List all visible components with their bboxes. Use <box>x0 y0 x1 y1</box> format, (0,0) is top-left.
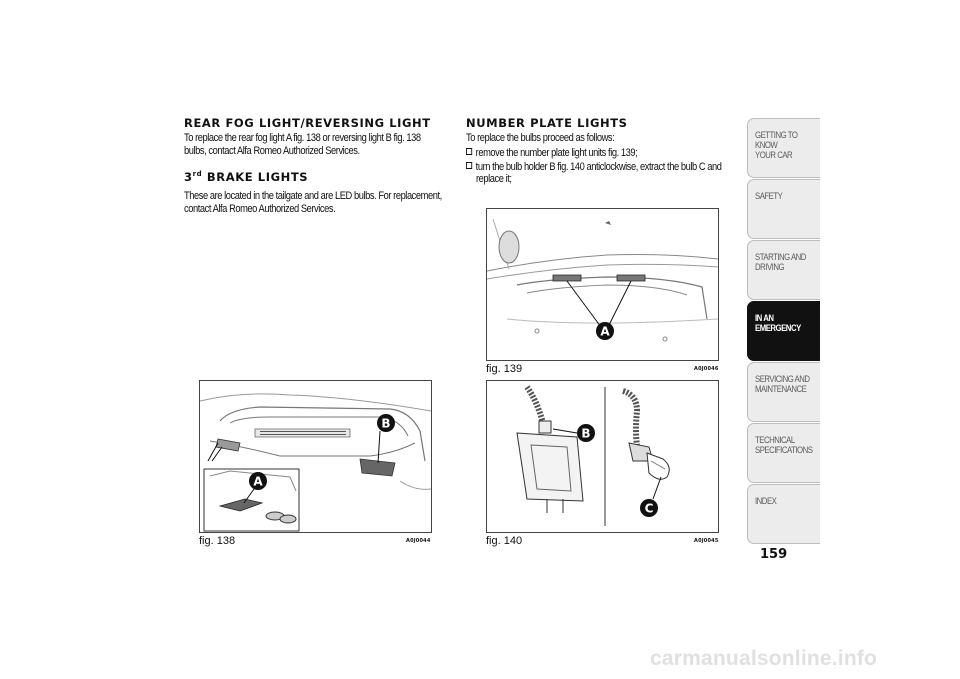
figure-139-caption: fig. 139 <box>486 363 523 375</box>
figure-139-illustration <box>487 209 718 360</box>
step-2 <box>466 161 748 174</box>
tab-label-line1: IN AN <box>755 313 774 324</box>
heading-brake-lights-text: BRAKE LIGHTS <box>202 170 309 184</box>
tab-label-line1: INDEX <box>755 496 777 507</box>
figure-139-code: A0J0046 <box>694 366 719 372</box>
tab-label-line1: STARTING AND <box>755 252 806 263</box>
figure-138-caption: fig. 138 <box>199 535 236 547</box>
figure-140-code: A0J0045 <box>694 538 719 544</box>
paragraph-intro: To replace the bulbs proceed as follows: <box>466 132 615 144</box>
figure-138 <box>199 380 432 533</box>
heading-number-plate-lights: NUMBER PLATE LIGHTS <box>466 116 628 130</box>
figure-138-code: A0J0044 <box>406 538 431 544</box>
tab-label-line2: YOUR CAR <box>755 150 793 161</box>
heading-brake-lights-suffix: rd <box>192 170 203 179</box>
page-number: 159 <box>760 547 788 562</box>
figure-139-label-a: A <box>600 324 610 339</box>
tab-label-line1: GETTING TO KNOW <box>755 130 798 151</box>
figure-140-illustration <box>487 381 718 532</box>
step-2-continued-text: replace it; <box>476 173 512 185</box>
watermark: carmanualsonline.info <box>650 647 878 670</box>
tab-label-line2: DRIVING <box>755 262 785 273</box>
figure-140-label-b: B <box>581 426 591 441</box>
figure-138-label-b: B <box>381 416 391 431</box>
figure-140-label-c: C <box>644 501 654 516</box>
step-1 <box>466 147 721 160</box>
tab-getting-to-know-your-car[interactable] <box>747 118 820 178</box>
figure-138-illustration <box>200 381 431 532</box>
step-2-text: turn the bulb holder B fig. 140 anticlockwise, extract the bulb C and <box>475 161 722 173</box>
tab-label-line2: SPECIFICATIONS <box>755 445 813 456</box>
tab-safety[interactable] <box>747 179 820 239</box>
tab-servicing-and-maintenance[interactable] <box>747 362 820 422</box>
tab-technical-specifications[interactable] <box>747 423 820 483</box>
figure-139 <box>486 208 719 361</box>
checkbox-icon <box>466 162 472 169</box>
figure-140-caption: fig. 140 <box>486 535 523 547</box>
figure-140 <box>486 380 719 533</box>
figure-138-label-a: A <box>253 474 263 489</box>
step-1-text: remove the number plate light units fig. 139; <box>475 147 638 159</box>
tab-label-line1: SAFETY <box>755 191 783 202</box>
tab-starting-and-driving[interactable] <box>747 240 820 300</box>
tab-label-line2: MAINTENANCE <box>755 384 807 395</box>
tab-label-line1: SERVICING AND <box>755 374 810 385</box>
tab-label-line1: TECHNICAL <box>755 435 795 446</box>
heading-brake-lights <box>184 170 308 184</box>
step-2-continued <box>476 173 731 186</box>
checkbox-icon <box>466 148 472 155</box>
tab-in-an-emergency[interactable] <box>747 301 820 361</box>
tab-index[interactable] <box>747 484 820 544</box>
heading-brake-lights-number: 3 <box>184 170 193 184</box>
paragraph-rear-fog-light: To replace the rear fog light A fig. 138 or reversing light B fig. 138 bulbs, contact Alfa Romeo Authorized Services. <box>184 132 421 157</box>
heading-rear-fog-light: REAR FOG LIGHT/REVERSING LIGHT <box>184 116 431 130</box>
paragraph-brake-lights: These are located in the tailgate and are LED bulbs. For replacement, contact Alfa Romeo Authorized Services. <box>184 190 442 215</box>
tab-label-line2: EMERGENCY <box>755 323 801 334</box>
